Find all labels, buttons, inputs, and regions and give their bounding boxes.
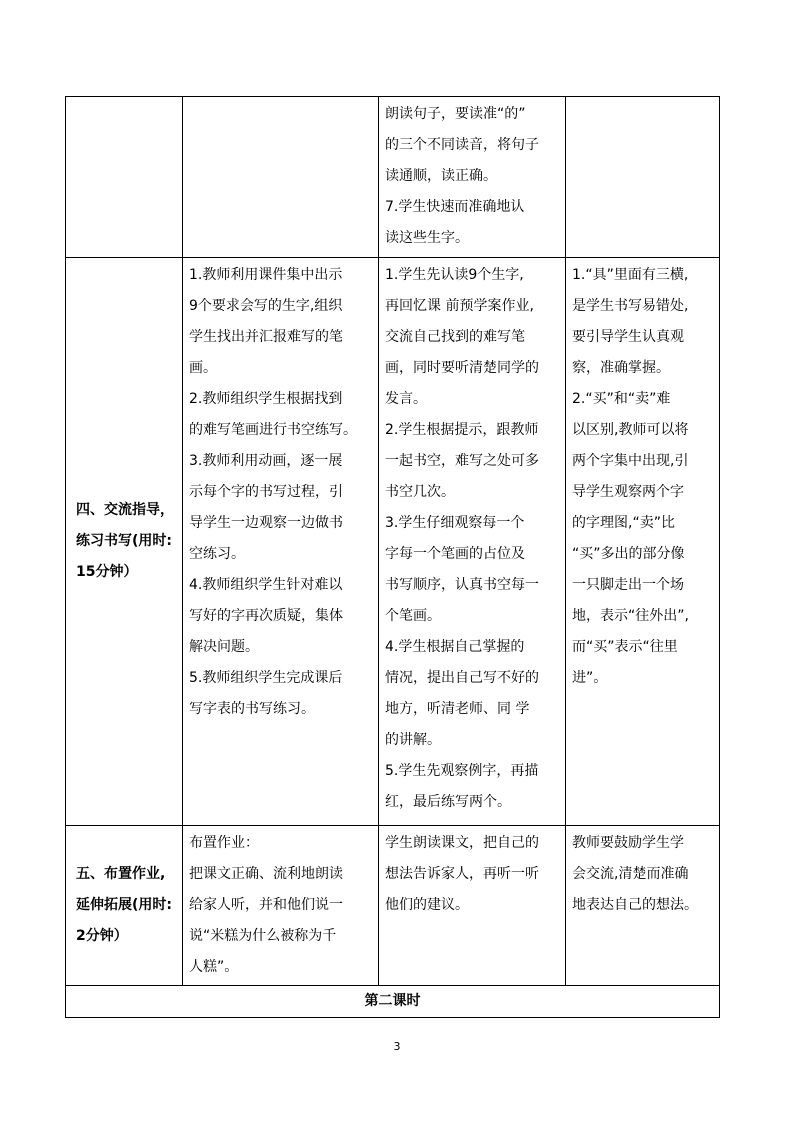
text-line: 5.教师组织学生完成课后: [189, 670, 343, 686]
text-line: 察，准确掌握。: [572, 360, 670, 376]
text-line: 会交流,清楚而准确: [572, 866, 689, 882]
text-line: 书空几次。: [385, 484, 455, 500]
text-line: 画。: [189, 360, 217, 376]
text-line: 示每个字的书写过程，引: [189, 484, 343, 500]
student-activity-cell: [379, 258, 566, 826]
text-line: 个笔画。: [385, 608, 441, 624]
text-line: 说“米糕为什么被称为千: [189, 928, 337, 944]
text-line: 3.学生仔细观察每一个: [385, 515, 525, 531]
text-line: 2.教师组织学生根据找到: [189, 391, 343, 407]
text-line: 的字理图,“卖”比: [572, 515, 675, 531]
text-line: 的难写笔画进行书空练写。: [189, 422, 357, 438]
text-line: 情况，提出自己写不好的: [385, 670, 539, 686]
table-row: [66, 258, 720, 826]
teacher-activity-cell: [183, 826, 379, 986]
text-line: 2.学生根据提示，跟教师: [385, 422, 539, 438]
text-line: 2.“买”和“卖”难: [572, 391, 671, 407]
text-line: 四、交流指导，: [76, 502, 174, 518]
page-number: 3: [393, 1040, 401, 1053]
table-row: [66, 826, 720, 986]
text-line: 地，表示“往外出”,: [572, 608, 689, 624]
text-line: 读通顺，读正确。: [385, 168, 497, 184]
text-line: “买”多出的部分像: [572, 546, 685, 562]
stage-cell: [66, 258, 183, 826]
design-notes-cell: [566, 826, 720, 986]
text-line: 一起书空，难写之处可多: [385, 453, 539, 469]
text-line: 9个要求会写的生字,组织: [189, 298, 343, 314]
text-line: 学生找出并汇报难写的笔: [189, 329, 343, 345]
text-line: 5.学生先观察例字，再描: [385, 763, 539, 779]
text-line: 字每一个笔画的占位及: [385, 546, 525, 562]
text-line: 学生朗读课文，把自己的: [385, 835, 539, 851]
text-line: 把课文正确、流利地朗读: [189, 866, 343, 882]
text-line: 4.教师组织学生针对难以: [189, 577, 343, 593]
text-line: 画，同时要听清楚同学的: [385, 360, 539, 376]
text-line: 交流自己找到的难写笔: [385, 329, 525, 345]
text-line: 的讲解。: [385, 732, 441, 748]
text-line: 五、布置作业,: [76, 866, 166, 882]
text-line: 的三个不同读音，将句子: [385, 137, 539, 153]
text-line: 一只脚走出一个场: [572, 577, 684, 593]
stage-cell: [66, 826, 183, 986]
text-line: 地表达自己的想法。: [572, 897, 698, 913]
text-line: 1.“具”里面有三横,: [572, 267, 689, 283]
text-line: 1.学生先认读9个生字,: [385, 267, 524, 283]
text-line: 进”。: [572, 670, 608, 686]
text-line: 延伸拓展(用时:: [76, 897, 172, 913]
text-line: 想法告诉家人，再听一听: [385, 866, 539, 882]
text-line: 要引导学生认真观: [572, 329, 684, 345]
text-line: 读这些生字。: [385, 230, 469, 246]
student-activity-cell: [379, 97, 566, 258]
section-header: 第二课时: [66, 986, 720, 1018]
text-line: 给家人听，并和他们说一: [189, 897, 343, 913]
text-line: 书写顺序，认真书空每一: [385, 577, 539, 593]
stage-cell: [66, 97, 183, 258]
text-line: 15分钟）: [76, 564, 138, 580]
section-header-row: [66, 986, 720, 1018]
lesson-plan-table: [65, 96, 720, 1018]
text-line: 人糕”。: [189, 959, 239, 975]
text-line: 两个字集中出现,引: [572, 453, 689, 469]
text-line: 布置作业：: [189, 835, 259, 851]
text-line: 3.教师利用动画，逐一展: [189, 453, 343, 469]
student-activity-cell: [379, 826, 566, 986]
text-line: 而“买”表示“往里: [572, 639, 678, 655]
text-line: 再回忆课 前预学案作业,: [385, 298, 534, 314]
text-line: 教师要鼓励学生学: [572, 835, 684, 851]
teacher-activity-cell: [183, 97, 379, 258]
text-line: 写字表的书写练习。: [189, 701, 315, 717]
text-line: 2分钟）: [76, 928, 128, 944]
text-line: 红，最后练写两个。: [385, 794, 511, 810]
text-line: 1.教师利用课件集中出示: [189, 267, 343, 283]
text-line: 导学生观察两个字: [572, 484, 684, 500]
text-line: 他们的建议。: [385, 897, 469, 913]
text-line: 解决问题。: [189, 639, 259, 655]
design-notes-cell: [566, 258, 720, 826]
teacher-activity-cell: [183, 258, 379, 826]
text-line: 导学生一边观察一边做书: [189, 515, 343, 531]
text-line: 朗读句子，要读准“的”: [385, 106, 526, 122]
text-line: 发言。: [385, 391, 427, 407]
text-line: 是学生书写易错处,: [572, 298, 689, 314]
text-line: 地方，听清老师、同 学: [385, 701, 530, 717]
design-notes-cell: [566, 97, 720, 258]
text-line: 7.学生快速而准确地认: [385, 199, 525, 215]
text-line: 4.学生根据自己掌握的: [385, 639, 525, 655]
text-line: 空练习。: [189, 546, 245, 562]
table-row: [66, 97, 720, 258]
text-line: 练习书写(用时:: [76, 533, 172, 549]
text-line: 写好的字再次质疑，集体: [189, 608, 343, 624]
text-line: 以区别,教师可以将: [572, 422, 689, 438]
